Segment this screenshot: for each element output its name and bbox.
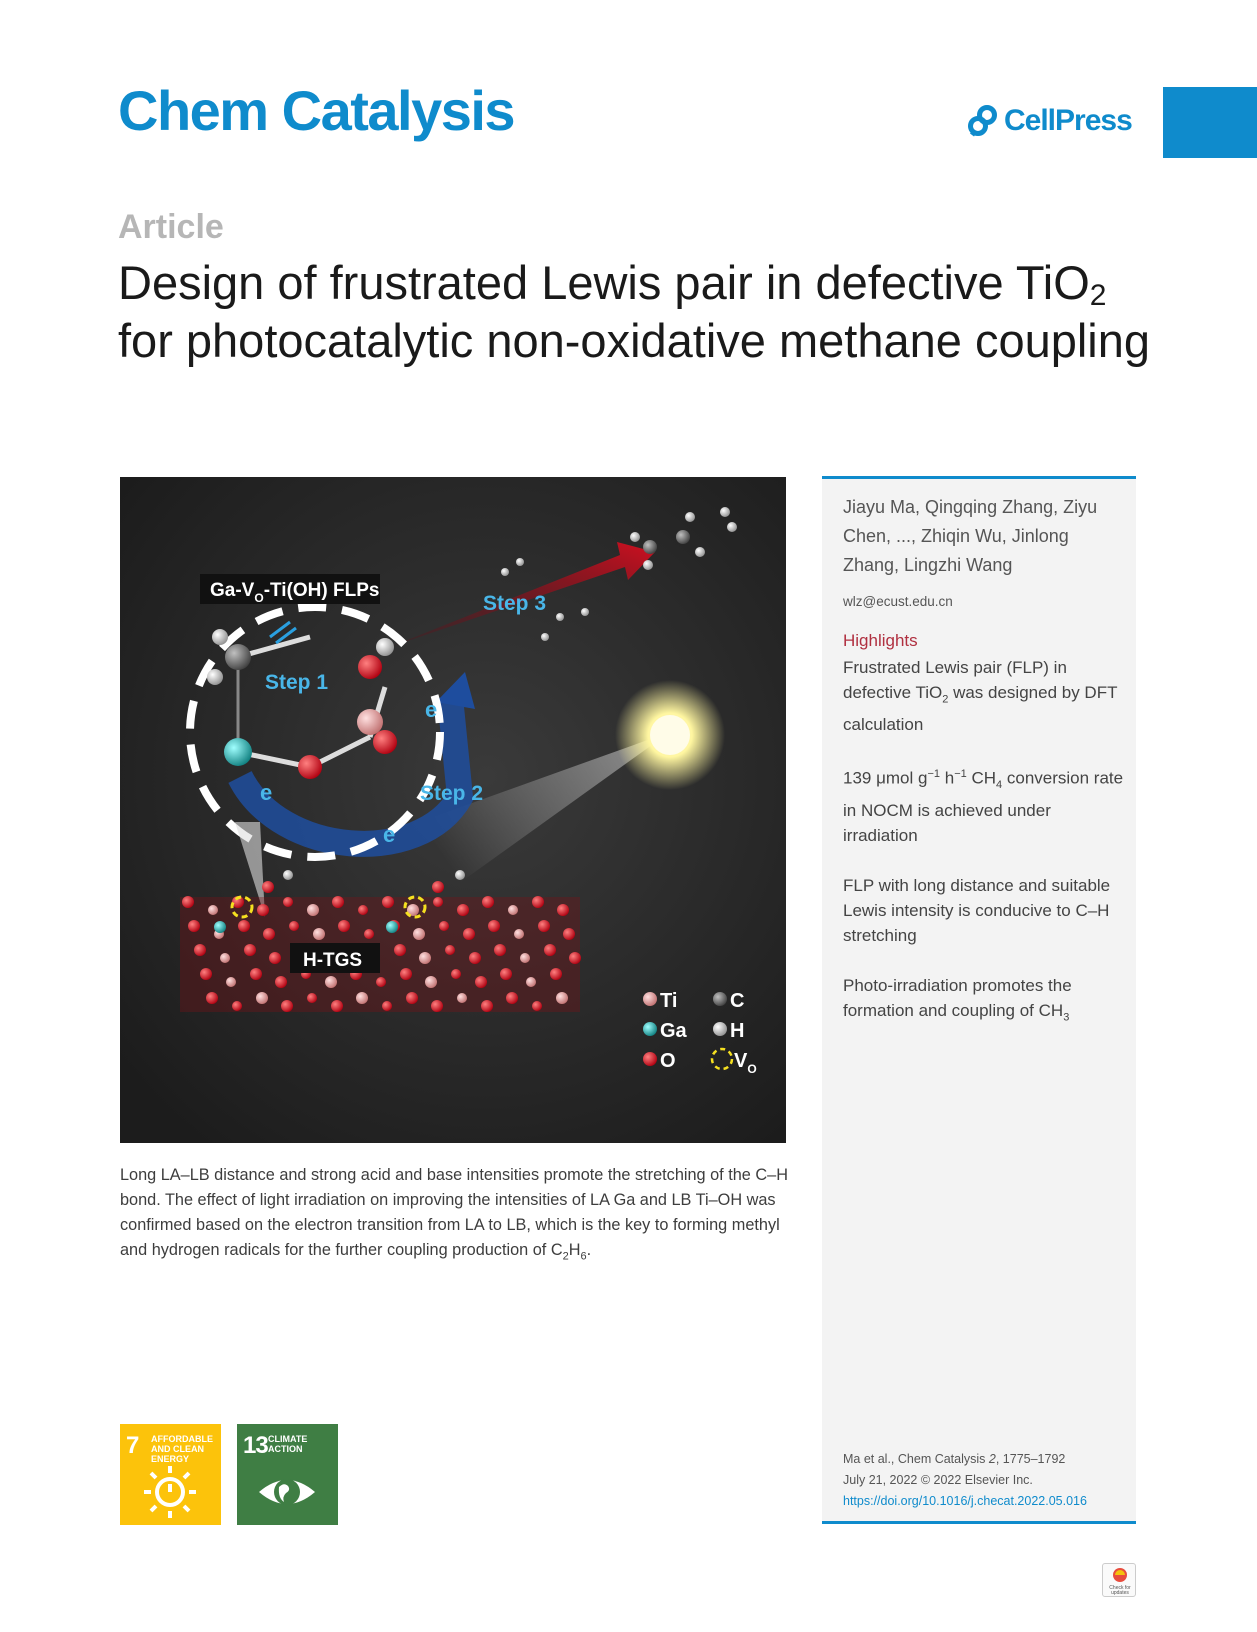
highlight-item: FLP with long distance and suitable Lewis intensity is conducive to C–H stretching: [843, 876, 1111, 946]
lattice-atom: [445, 945, 455, 955]
graphical-abstract-figure: [120, 477, 786, 1143]
lattice-atom: [338, 920, 350, 932]
lattice-atom: [394, 944, 406, 956]
lattice-atom: [313, 928, 325, 940]
lattice-atom: [419, 952, 431, 964]
lattice-atom: [238, 920, 250, 932]
lattice-atom: [463, 928, 475, 940]
lattice-atom: [214, 921, 226, 933]
highlight-item: Frustrated Lewis pair (FLP) in defective TiO$_2$ was designed by DFT calculation: [843, 658, 1118, 735]
step3-label: Step 3: [483, 592, 547, 615]
highlights-list: [843, 655, 1128, 1056]
svg-text:C: C: [730, 990, 745, 1012]
figure-caption: Long LA–LB distance and strong acid and base intensities promote the stretching of the C–H bond. The effect of light irradiation on improving the intensities of LA Ga and LB Ti–OH was confirmed based on the electron transition from LA to LB, which is the key to forming methyl and hydrogen radicals for the further coupling production of $C_2H_6$.: [120, 1166, 788, 1263]
step2-label: Step 2: [420, 782, 484, 805]
lattice-atom: [262, 881, 274, 893]
lattice-atom: [526, 977, 536, 987]
lattice-atom: [263, 928, 275, 940]
publisher-logo[interactable]: [966, 104, 1132, 138]
lattice-atom: [556, 992, 568, 1004]
lattice-atom: [289, 921, 299, 931]
lattice-atom: [256, 992, 268, 1004]
lattice-atom: [439, 921, 449, 931]
lattice-atom: [413, 928, 425, 940]
lattice-atom: [250, 968, 262, 980]
electron-label: e: [383, 822, 396, 847]
lattice-atom: [382, 1001, 392, 1011]
lattice-atom: [506, 992, 518, 1004]
lattice-atom: [226, 977, 236, 987]
lattice-atom: [182, 896, 194, 908]
lattice-atom: [325, 976, 337, 988]
check-for-updates-badge[interactable]: Check for updates: [1102, 1563, 1136, 1597]
lattice-atom: [283, 897, 293, 907]
lattice-atom: [508, 905, 518, 915]
svg-text:Ga-VO-Ti(OH) FLPs: $Ga-V_O-Ti(OH)$ FLPs: [210, 580, 380, 605]
lattice-atom: [482, 896, 494, 908]
lattice-atom: [275, 976, 287, 988]
lattice-atom: [451, 969, 461, 979]
lattice-atom: [494, 944, 506, 956]
article-title: Design of frustrated Lewis pair in defective TiO$_2$ for photocatalytic non-oxidative methane coupling: [118, 256, 1151, 367]
highlight-item: 139 μmol $g^{-1}$ $h^{-1}$ $CH_4$ conversion rate in NOCM is achieved under irradiation: [843, 768, 1124, 846]
lattice-atom: [557, 904, 569, 916]
svg-text:VO: $V_O$: [734, 1050, 757, 1076]
lattice-atom: [538, 920, 550, 932]
check-updates-icon: [1103, 1564, 1137, 1586]
lattice-atom: [356, 992, 368, 1004]
sun-icon: [615, 680, 725, 790]
lattice-atom: [220, 953, 230, 963]
lattice-atom: [532, 1001, 542, 1011]
header-accent-tab: [1163, 87, 1257, 158]
htgs-label: H-TGS: [303, 950, 363, 971]
cellpress-icon: [966, 104, 1000, 138]
lattice-atom: [364, 929, 374, 939]
journal-title: Chem Catalysis: [118, 79, 515, 142]
highlights-heading: Highlights: [843, 631, 918, 650]
lattice-atom: [481, 1000, 493, 1012]
lattice-atom: [269, 952, 281, 964]
lattice-atom: [406, 992, 418, 1004]
article-info-sidebar: [822, 476, 1136, 1524]
lattice-atom: [431, 1000, 443, 1012]
svg-text:Ga: Ga: [660, 1020, 687, 1042]
lattice-atom: [550, 968, 562, 980]
svg-text:Ti: Ti: [660, 990, 678, 1012]
lattice-atom: [425, 976, 437, 988]
lattice-atom: [457, 904, 469, 916]
lattice-atom: [500, 968, 512, 980]
lattice-atom: [376, 977, 386, 987]
author-list[interactable]: Jiayu Ma, Qingqing Zhang, Ziyu Chen, ..., Zhiqin Wu, Jinlong Zhang, Lingzhi Wang: [843, 497, 1098, 575]
lattice-atom: [469, 952, 481, 964]
article-type: Article: [118, 208, 224, 246]
lattice-atom: [281, 1000, 293, 1012]
doi-link[interactable]: https://doi.org/10.1016/j.checat.2022.05.016: [843, 1494, 1087, 1508]
lattice-atom: [457, 993, 467, 1003]
lattice-atom: [331, 1000, 343, 1012]
lattice-atom: [569, 952, 581, 964]
lattice-atom: [455, 870, 465, 880]
lattice-atom: [488, 920, 500, 932]
lattice-atom: [532, 896, 544, 908]
svg-text:O: O: [660, 1050, 676, 1072]
electron-label: e: [260, 780, 273, 805]
lattice-atom: [382, 896, 394, 908]
lattice-atom: [206, 992, 218, 1004]
lattice-atom: [432, 881, 444, 893]
lattice-atom: [283, 870, 293, 880]
highlight-item: Photo-irradiation promotes the formation and coupling of $CH_3$: [843, 976, 1072, 1024]
graphical-abstract: [120, 477, 786, 1143]
corresponding-email[interactable]: wlz@ecust.edu.cn: [843, 594, 953, 609]
sdg-7-badge: 7 AFFORDABLE AND CLEAN ENERGY: [120, 1424, 221, 1525]
lattice-atom: [200, 968, 212, 980]
sdg-13-badge: 13 CLIMATE ACTION: [237, 1424, 338, 1525]
earth-eye-icon: [257, 1462, 317, 1522]
publisher-name: CellPress: [1004, 104, 1132, 137]
lattice-atom: [257, 904, 269, 916]
svg-text:H: H: [730, 1020, 745, 1042]
electron-label: e: [425, 697, 438, 722]
lattice-atom: [188, 920, 200, 932]
citation-line: Ma et al., Chem Catalysis 2, 1775–1792: [843, 1452, 1066, 1466]
lattice-atom: [332, 896, 344, 908]
lattice-atom: [307, 993, 317, 1003]
lattice-atom: [194, 944, 206, 956]
lattice-atom: [433, 897, 443, 907]
lattice-atom: [208, 905, 218, 915]
step1-label: Step 1: [265, 671, 329, 694]
lattice-atom: [400, 968, 412, 980]
lattice-atom: [386, 921, 398, 933]
lattice-atom: [232, 1001, 242, 1011]
lattice-atom: [544, 944, 556, 956]
citation-block: [843, 1449, 1087, 1512]
lattice-atom: [358, 905, 368, 915]
lattice-atom: [475, 976, 487, 988]
lattice-atom: [307, 904, 319, 916]
lattice-atom: [244, 944, 256, 956]
lattice-atom: [563, 928, 575, 940]
lattice-atom: [520, 953, 530, 963]
citation-date: July 21, 2022 © 2022 Elsevier Inc.: [843, 1473, 1033, 1487]
sun-power-icon: [140, 1462, 200, 1522]
lattice-atom: [514, 929, 524, 939]
